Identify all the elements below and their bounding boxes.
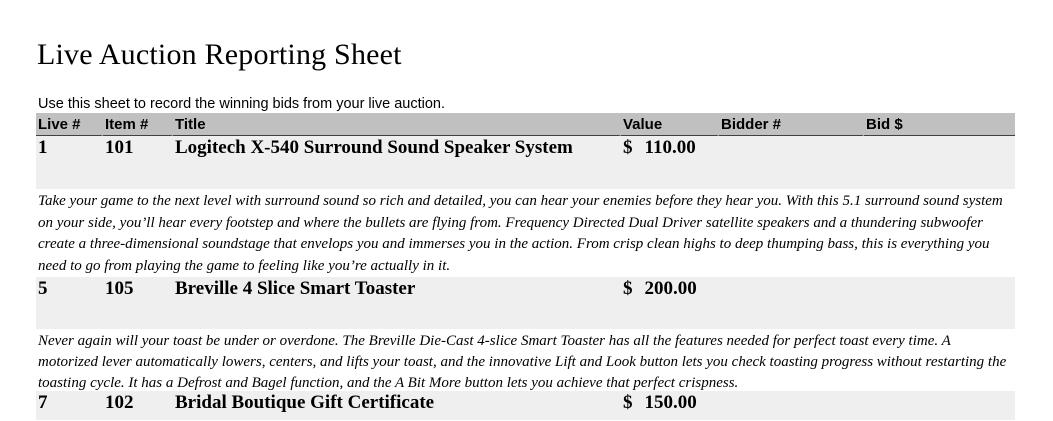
header-cell-bid: Bid $ <box>864 113 1015 136</box>
header-cell-title: Title <box>173 113 621 136</box>
page-subtitle: Use this sheet to record the winning bids from your live auction. <box>38 95 446 112</box>
item-num-cell: 102 <box>105 392 134 413</box>
item-description: Never again will your toast be under or overdone. The Breville Die-Cast 4-slice Smart Toaster has all the features needed for perfect toast every time. A motorized lever automatically lowers, centers, and lifts your toast, and the innovative Lift and Look button lets you check toasting progress without restarting the toasting cycle. It has a Defrost and Bagel function, and the A Bit More button lets you achieve that perfect crispness. <box>36 329 1015 391</box>
table-row <box>36 277 1015 329</box>
header-cell-item-num: Item # <box>103 113 173 136</box>
bid-cell <box>864 136 1015 137</box>
bid-cell <box>864 277 1015 278</box>
bid-cell <box>864 391 1015 392</box>
header-cell-live-num: Live # <box>36 113 103 136</box>
value-cell <box>621 391 719 414</box>
value-amount: 200.00 <box>644 278 697 299</box>
header-cell-bidder-num: Bidder # <box>719 113 864 136</box>
item-title-cell: Breville 4 Slice Smart Toaster <box>175 278 416 299</box>
value-cell <box>621 277 719 300</box>
header-cell-value: Value <box>621 113 719 136</box>
live-num-cell: 1 <box>38 137 48 158</box>
table-row <box>36 391 1015 420</box>
currency-symbol: $ <box>623 137 633 158</box>
bidder-num-cell <box>719 277 864 278</box>
value-cell <box>621 136 719 159</box>
value-amount: 110.00 <box>644 137 696 158</box>
page-title: Live Auction Reporting Sheet <box>37 38 402 72</box>
item-title-cell: Logitech X-540 Surround Sound Speaker System <box>175 137 573 158</box>
table-row <box>36 136 1015 189</box>
currency-symbol: $ <box>623 278 633 299</box>
live-num-cell: 5 <box>38 278 48 299</box>
live-num-cell: 7 <box>38 392 48 413</box>
currency-symbol: $ <box>623 392 633 413</box>
item-num-cell: 105 <box>105 278 134 299</box>
bidder-num-cell <box>719 136 864 137</box>
table-header-row <box>36 113 1015 136</box>
item-description: Take your game to the next level with surround sound so rich and detailed, you can hear your enemies before they hear you. With this 5.1 surround sound system on your side, you’ll hear every footstep and where the bullets are flying from. Frequency Directed Dual Driver satellite speakers and a thundering subwoofer create a three-dimensional soundstage that envelops you and immerses you in the action. From crisp clean highs to deep thumping bass, this is everything you need to go from playing the game to feeling like you’re actually in it. <box>36 189 1015 277</box>
auction-table <box>36 113 1015 420</box>
item-title-cell: Bridal Boutique Gift Certificate <box>175 392 435 413</box>
value-amount: 150.00 <box>644 392 697 413</box>
bidder-num-cell <box>719 391 864 392</box>
item-num-cell: 101 <box>105 137 134 158</box>
